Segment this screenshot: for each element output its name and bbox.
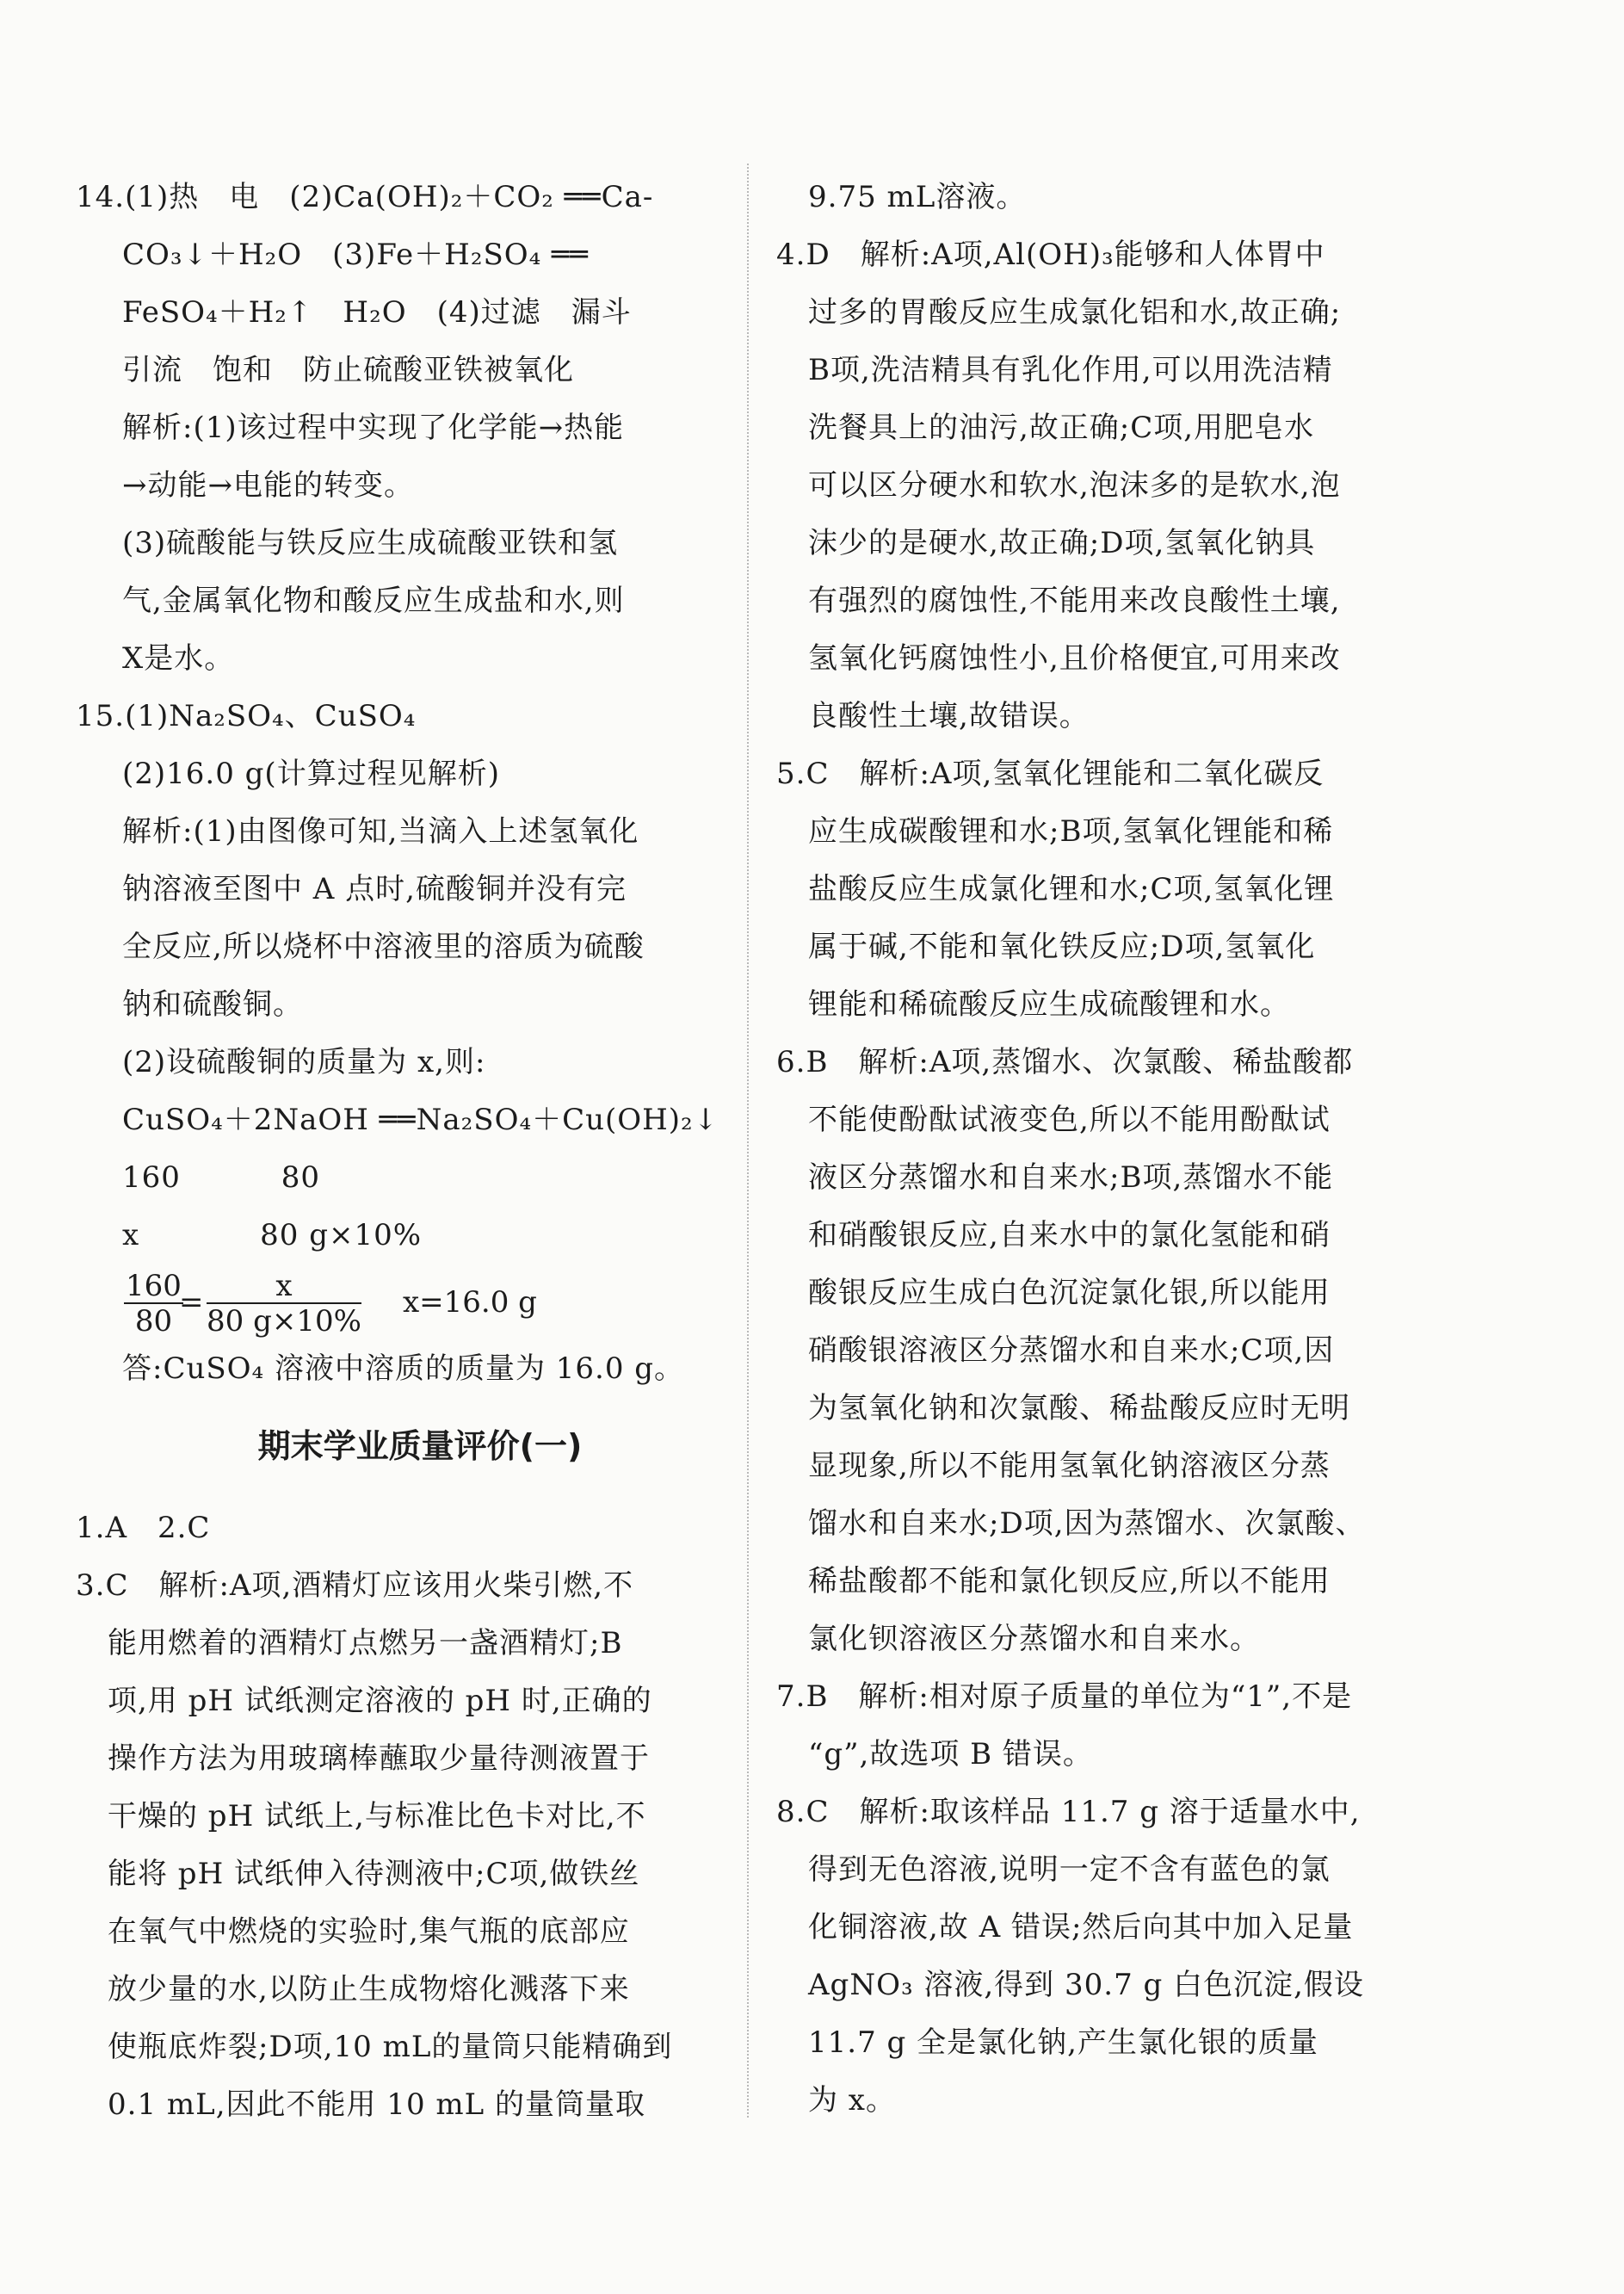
text-line: 9.75 mL溶液。 — [808, 180, 1027, 214]
text-line: 项,用 pH 试纸测定溶液的 pH 时,正确的 — [108, 1684, 652, 1718]
proportion-equation — [76, 1264, 713, 1340]
text-line: FeSO₄＋H₂↑ H₂O (4)过滤 漏斗 — [122, 295, 632, 330]
text-line: 8.C 解析:取该样品 11.7 g 溶于适量水中, — [776, 1795, 1361, 1829]
right-column — [776, 169, 1415, 2130]
text-line: 氯化钡溶液区分蒸馏水和自来水。 — [808, 1622, 1260, 1656]
text-line: B项,洗洁精具有乳化作用,可以用洗洁精 — [808, 353, 1333, 387]
text-line: 洗餐具上的油污,故正确;C项,用肥皂水 — [808, 411, 1315, 445]
text-line: 引流 饱和 防止硫酸亚铁被氧化 — [122, 353, 574, 387]
text-line: 15.(1)Na₂SO₄、CuSO₄ — [76, 699, 417, 733]
question-15 — [76, 688, 719, 1398]
column-divider — [747, 164, 749, 2118]
questions-1-2 — [76, 1499, 713, 1557]
text-line: 操作方法为用玻璃棒蘸取少量待测液置于 — [108, 1741, 650, 1776]
text-line: 酸银反应生成白色沉淀氯化银,所以能用 — [808, 1276, 1331, 1310]
numerator: 160 — [126, 1269, 182, 1303]
text-line: 氢氧化钙腐蚀性小,且价格便宜,可用来改 — [808, 641, 1341, 676]
text-line: 良酸性土壤,故错误。 — [808, 699, 1090, 733]
equals-sign: = — [179, 1285, 204, 1320]
text-line: 钠和硫酸铜。 — [122, 987, 303, 1022]
fraction-result: x=16.0 g — [403, 1285, 537, 1320]
text-line: 过多的胃酸反应生成氯化铝和水,故正确; — [808, 295, 1342, 330]
text-line: 应生成碳酸锂和水;B项,氢氧化锂能和稀 — [808, 814, 1334, 849]
fraction-left — [124, 1270, 183, 1339]
text-line: 钠溶液至图中 A 点时,硫酸铜并没有完 — [122, 872, 627, 906]
text-line: AgNO₃ 溶液,得到 30.7 g 白色沉淀,假设 — [808, 1968, 1364, 2002]
text-line: 4.D 解析:A项,Al(OH)₃能够和人体胃中 — [776, 238, 1325, 272]
numerator: x — [207, 1270, 361, 1304]
text-line: 在氧气中燃烧的实验时,集气瓶的底部应 — [108, 1914, 630, 1949]
text-line: 不能使酚酞试液变色,所以不能用酚酞试 — [808, 1103, 1331, 1137]
text-line: 馏水和自来水;D项,因为蒸馏水、次氯酸、 — [808, 1506, 1366, 1541]
text-line: “g”,故选项 B 错误。 — [808, 1737, 1093, 1772]
text-line: 放少量的水,以防止生成物熔化溅落下来 — [108, 1972, 630, 2006]
text-line: 3.C 解析:A项,酒精灯应该用火柴引燃,不 — [76, 1568, 634, 1603]
text-line: →动能→电能的转变。 — [122, 468, 414, 503]
text-line: 解析:(1)由图像可知,当滴入上述氢氧化 — [122, 814, 639, 849]
text-line: 显现象,所以不能用氢氧化钠溶液区分蒸 — [808, 1449, 1331, 1483]
text-line: 为氢氧化钠和次氯酸、稀盐酸反应时无明 — [808, 1391, 1350, 1425]
text-line: 干燥的 pH 试纸上,与标准比色卡对比,不 — [108, 1799, 646, 1833]
text-line: 使瓶底炸裂;D项,10 mL的量筒只能精确到 — [108, 2030, 673, 2064]
question-14 — [76, 169, 713, 688]
text-line: 可以区分硬水和软水,泡沫多的是软水,泡 — [808, 468, 1341, 503]
text-line: 全反应,所以烧杯中溶液里的溶质为硫酸 — [122, 930, 645, 964]
text-line: 0.1 mL,因此不能用 10 mL 的量筒量取 — [108, 2087, 646, 2122]
equation-line: 160 80 — [122, 1160, 320, 1195]
text-line: 为 x。 — [808, 2083, 896, 2118]
text-line: (3)硫酸能与铁反应生成硫酸亚铁和氢 — [122, 526, 619, 560]
equation-line: x 80 g×10% — [122, 1218, 423, 1252]
text-line: 6.B 解析:A项,蒸馏水、次氯酸、稀盐酸都 — [776, 1045, 1354, 1079]
text-line: (2)16.0 g(计算过程见解析) — [122, 757, 500, 791]
text-line: 7.B 解析:相对原子质量的单位为“1”,不是 — [776, 1679, 1353, 1714]
text-line: 化铜溶液,故 A 错误;然后向其中加入足量 — [808, 1910, 1354, 1945]
text-line: 有强烈的腐蚀性,不能用来改良酸性土壤, — [808, 584, 1341, 618]
text-line: 盐酸反应生成氯化锂和水;C项,氢氧化锂 — [808, 872, 1335, 906]
text-line: 属于碱,不能和氧化铁反应;D项,氢氧化 — [808, 930, 1316, 964]
text-line: CO₃↓＋H₂O (3)Fe＋H₂SO₄ ══ — [122, 238, 589, 272]
text-line: 硝酸银溶液区分蒸馏水和自来水;C项,因 — [808, 1333, 1335, 1368]
text-line: 稀盐酸都不能和氯化钡反应,所以不能用 — [808, 1564, 1331, 1598]
answer-line: 答:CuSO₄ 溶液中溶质的质量为 16.0 g。 — [122, 1351, 685, 1386]
left-column — [76, 169, 719, 2134]
text-line: 能用燃着的酒精灯点燃另一盏酒精灯;B — [108, 1626, 623, 1660]
text-line: 能将 pH 试纸伸入待测液中;C项,做铁丝 — [108, 1857, 640, 1891]
denominator: 80 g×10% — [207, 1304, 361, 1339]
text-line: 沫少的是硬水,故正确;D项,氢氧化钠具 — [808, 526, 1316, 560]
denominator: 80 — [134, 1304, 173, 1339]
text-line: 14.(1)热 电 (2)Ca(OH)₂＋CO₂ ══Ca- — [76, 180, 654, 214]
text-line: 得到无色溶液,说明一定不含有蓝色的氯 — [808, 1852, 1331, 1887]
text-line: 11.7 g 全是氯化钠,产生氯化银的质量 — [808, 2025, 1318, 2060]
text-line: 解析:(1)该过程中实现了化学能→热能 — [122, 411, 625, 445]
text-line: 气,金属氧化物和酸反应生成盐和水,则 — [122, 584, 625, 618]
equation-line: CuSO₄＋2NaOH ══Na₂SO₄＋Cu(OH)₂↓ — [122, 1103, 719, 1137]
text-line: 5.C 解析:A项,氢氧化锂能和二氧化碳反 — [776, 757, 1325, 791]
text-line: 锂能和稀硫酸反应生成硫酸锂和水。 — [808, 987, 1290, 1022]
text-line: X是水。 — [122, 641, 235, 676]
question-3 — [76, 1557, 713, 2134]
text-line: (2)设硫酸铜的质量为 x,则: — [122, 1045, 486, 1079]
text-line: 1.A 2.C — [76, 1511, 211, 1545]
fraction-right — [207, 1270, 361, 1339]
text-line: 液区分蒸馏水和自来水;B项,蒸馏水不能 — [808, 1160, 1334, 1195]
section-heading: 期末学业质量评价(一) — [257, 1427, 583, 1465]
text-line: 和硝酸银反应,自来水中的氯化氢能和硝 — [808, 1218, 1331, 1252]
